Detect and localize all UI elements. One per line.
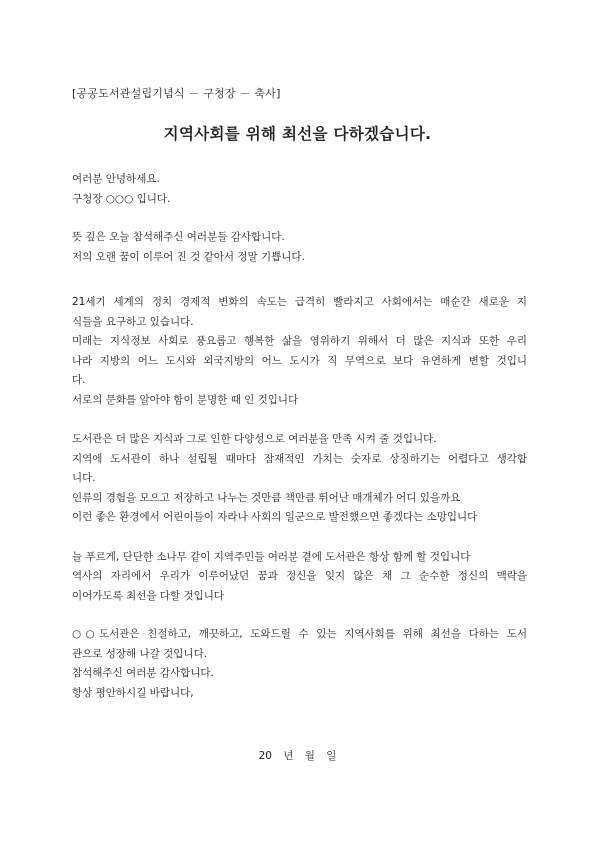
text-line: 식들을 요구하고 있습니다. (72, 315, 194, 328)
text-line: 뜻 깊은 오늘 참석해주신 여러분들 감사합니다. (72, 231, 285, 243)
document-header-label: [공공도서관설립기념식 － 구청장 － 축사] (72, 87, 281, 100)
speech-body (72, 170, 527, 723)
text-line: 인류의 경험을 모으고 저장하고 나누는 것만큼 책만큼 뛰어난 매개체가 어디 있을까요 (72, 491, 461, 504)
text-line: 니다. (72, 472, 96, 484)
text-line: 참석해주신 여러분 감사합니다. (72, 667, 214, 679)
text-line: 구청장 ○○○ 입니다. (72, 192, 171, 205)
text-line: 21세기 세계의 정치 경제적 변화의 속도는 급격히 빨라지고 사회에서는 매순간 새로운 지 (72, 296, 527, 308)
document-title: 지역사회를 위해 최선을 다하겠습니다. (163, 125, 432, 143)
text-line: 미래는 지식정보 사회로 풍요롭고 행복한 삶을 영위하기 위해서 더 많은 지식과 또한 우리 (72, 335, 527, 347)
paragraph-knowledge-society (72, 293, 527, 410)
text-line: 도서관은 더 많은 지식과 그로 인한 다양성으로 여러분을 만족 시켜 줄 것입니다. (72, 433, 437, 445)
text-line: ○○도서관은 친절하고, 깨끗하고, 도와드릴 수 있는 지역사회를 위해 최선을 다하는 도서 (72, 628, 527, 640)
text-line: 역사의 자리에서 우리가 이루어났던 꿈과 정신을 잊지 않은 채 그 순수한 정신의 맥락을 (72, 570, 527, 582)
paragraph-commitment (72, 548, 527, 607)
text-line: 늘 푸르게, 단단한 소나무 같이 지역주민들 여러분 곁에 도서관은 항상 함께 할 것입니다 (72, 550, 471, 563)
paragraph-greeting (72, 170, 527, 209)
text-line: 관으로 성장해 나갈 것입니다. (72, 647, 208, 660)
paragraph-thanks (72, 228, 527, 267)
text-line: 서로의 문화를 알아야 함이 분명한 때 인 것입니다 (72, 393, 299, 406)
text-line: 이런 좋은 환경에서 어린이들이 자라나 사회의 일군으로 발전했으면 좋겠다는 소망입니다 (72, 511, 478, 523)
paragraph-library-value (72, 430, 527, 528)
text-line: 저의 오랜 꿈이 이루어 진 것 같아서 정말 기쁩니다. (72, 250, 305, 263)
text-line: 다. (72, 374, 86, 386)
text-line: 나라 지방의 어느 도시와 외국지방의 어느 도시가 직 무역으로 보다 유연하게 변할 것입니 (72, 354, 527, 367)
text-line: 여러분 안녕하세요. (72, 173, 160, 185)
text-line: 지역에 도서관이 하나 설립될 때마다 잠재적인 가치는 숫자로 상징하기는 어렵다고 생각합 (72, 452, 527, 465)
text-line: 항상 평안하시길 바랍니다, (72, 686, 194, 699)
date-line: 20 년 월 일 (258, 750, 337, 762)
paragraph-closing (72, 625, 527, 703)
text-line: 이어가도록 최선을 다할 것입니다 (72, 589, 225, 602)
